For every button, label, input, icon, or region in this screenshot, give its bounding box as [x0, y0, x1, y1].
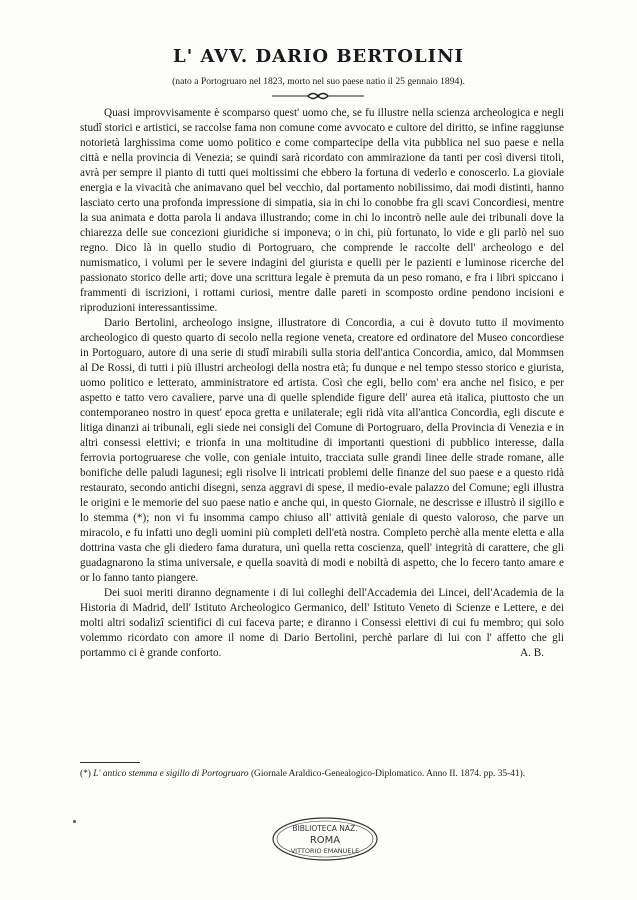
- footnote-rule: [80, 762, 140, 763]
- margin-mark: [73, 820, 76, 823]
- footnote: [80, 768, 564, 780]
- article-body: [80, 106, 564, 661]
- stamp-line-3: VITTORIO EMANUELE: [290, 847, 360, 855]
- footnote-marker: (*): [80, 769, 91, 779]
- paragraph-2: Dario Bertolini, archeologo insigne, illustratore di Concordia, a cui è dovuto tutto il movimento archeologico di questo quarto di secolo nella regione veneta, creatore ed ordinatore del Museo concordiese in Portoguaro, autore di una serie di studî mirabili sulla storia dell'antica Concordia, amico, dal Mommsen al De Rossi, di tutti i più illustri archeologi della nostra età; fu dunque e nel tempo stesso storico e giurista, uomo politico e letterato, amministratore ed artista. Così che egli, bello com' era anche nel fisico, e per aspetto e tatto vero cavaliere, parve una di quelle splendide figure dell' aurea età italica, piuttosto che un contemporaneo nostro in quest' epoca gretta e unilaterale; egli ridà vita all'antica Concordia, egli discute e litiga dinanzi ai tribunali, egli siede nei consigli del Comune di Portogruaro, della Provincia di Venezia e in altri consessi elettivi; e trionfa in una moltitudine di importanti questioni di pubblico interesse, dalla ferrovia portogruarese che volle, con geniale intuito, tracciata sulle grandi linee delle strade romane, alle bonifiche delle paludi lagunesi; egli risolve li intricati problemi delle finanze del suo paese e a questo ridà restaurato, secondo antichi disegni, senza aggravi di spese, il medio-evale palazzo del Comune; egli illustra le origini e le memorie del suo paese natio e anche qui, in questo Giornale, ne descrisse e illustrò il sigillo e lo stemma (*); non vi fu insomma campo chiuso all' attività geniale di questo valoroso, che parve un miracolo, e fu infatti uno degli uomini più completi dell'età nostra. Completo perchè alla mente eletta e alla dottrina vasta che gli diedero fama duratura, unì quella retta coscienza, quell' integrità di carattere, che gli guadagnarono la stima universale, e quella soavità di modi e nobiltà di aspetto, che lo fecero tanto amare e or lo fanno tanto piangere.: [80, 317, 564, 584]
- library-stamp: [270, 815, 380, 863]
- article-subtitle: (nato a Portogruaro nel 1823, morto nel suo paese natio il 25 gennaio 1894).: [172, 76, 465, 87]
- ornament-divider: [268, 90, 368, 102]
- footnote-reference: (Giornale Araldico-Genealogico-Diplomatico. Anno II. 1874. pp. 35-41).: [250, 769, 526, 779]
- signature: A. B.: [520, 647, 544, 659]
- paragraph-3: [80, 586, 564, 661]
- stamp-line-1: BIBLIOTECA NAZ.: [292, 824, 358, 833]
- article-title: L' AVV. DARIO BERTOLINI: [173, 46, 464, 67]
- paragraph-1: Quasi improvvisamente è scomparso quest' uomo che, se fu illustre nella scienza archeologica e negli studî storici e artistici, se raccolse fama non comune come avvocato e cultore del diritto, se infine raggiunse notorietà larghissima come uomo politico e come compartecipe della vita pubblica nel suo paese e nella città e nella provincia di Venezia; se quindi sarà ricordato con ammirazione da tanti per così diversi titoli, avrà per sempre il pianto di tutti quei moltissimi che ebbero la fortuna di vederlo e conoscerlo. La gioviale energia e la vivacità che animavano quel bel vecchio, dal portamento nobilissimo, dai modi distinti, hanno lasciato certo una profonda impressione di simpatia, sia in chi lo conobbe fra gli scavi Concordiesi, mentre la sua animata e dotta parola li andava illustrando; come in chi lo incontrò nelle aule dei tribunali dove la chiarezza delle sue concezioni giuridiche si imponeva; o in chi, più fortunato, lo vide e gli parlò nel suo regno. Dico là in quello studio di Portogruaro, che comprende le raccolte dell' archeologo e del numismatico, i volumi per le severe indagini del giurista e quelli per le pazienti e luminose ricerche del passionato storico delle arti; dove una scrittura legale è premuta da un peso romano, e fra i libri spiccano i frammenti di iscrizioni, i rottami curiosi, mentre dalle pareti in scomposto ordine pendono incisioni e riproduzioni interessantissime.: [80, 107, 564, 314]
- paragraph-3-text: Dei suoi meriti diranno degnamente i di lui colleghi dell'Accademia dei Lincei, dell'Academia de la Historia di Madrid, dell' Istituto Archeologico Germanico, dell' Istituto Veneto di Scienze e Lettere, e dei molti altri sodalizî scientifici di cui faceva parte; e diranno i Consessi elettivi di cui fu membro; qui solo volemmo ricordato con amore il nome di Dario Bertolini, perchè parlare di lui con l' affetto che gli portammo ci è grande conforto.: [80, 587, 564, 659]
- footnote-title: L' antico stemma e sigillo di Portogruaro: [93, 769, 249, 779]
- stamp-line-2: ROMA: [309, 835, 341, 846]
